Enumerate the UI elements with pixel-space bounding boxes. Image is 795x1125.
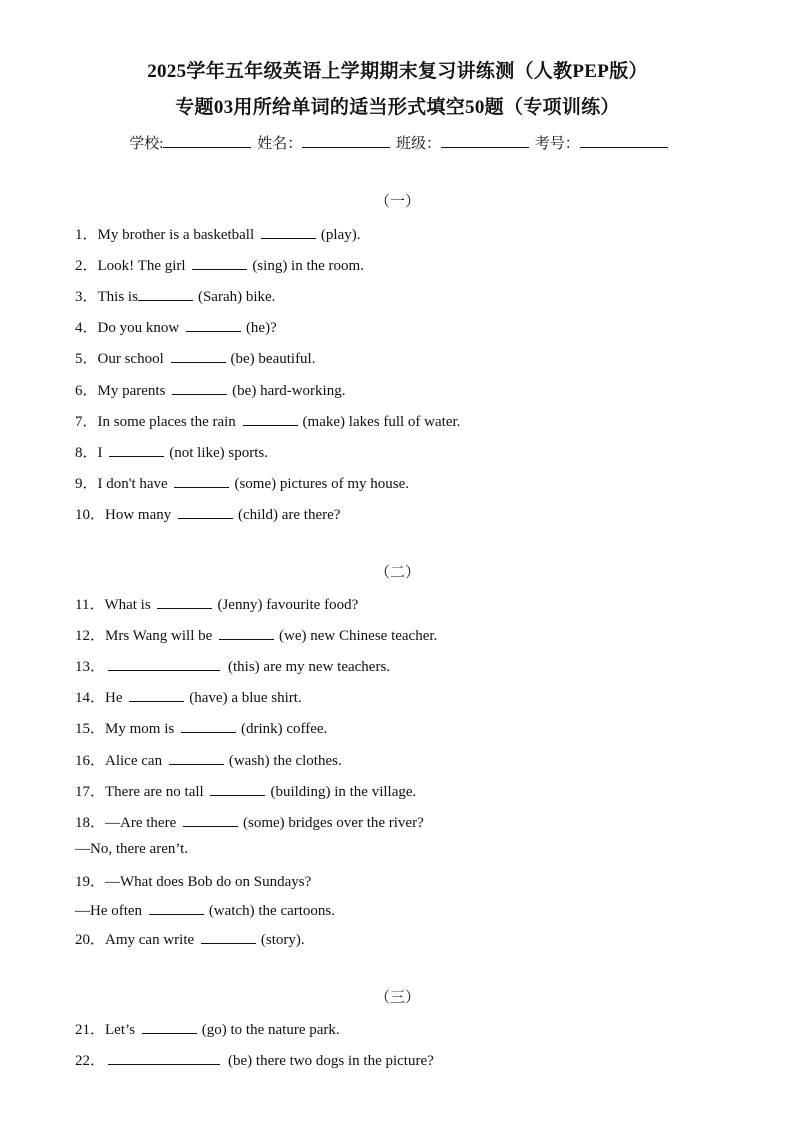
question-item: 12．Mrs Wang will be (we) new Chinese teacher. [75, 624, 437, 645]
class-blank[interactable] [441, 133, 529, 148]
question-item: 13． (this) are my new teachers. [75, 655, 390, 676]
school-blank[interactable] [163, 133, 251, 148]
section-heading-3: （三） [374, 990, 420, 1006]
question-item: 8．I (not like) sports. [75, 441, 268, 462]
document-subtitle: 专题03用所给单词的适当形式填空50题（专项训练） [175, 97, 620, 118]
answer-blank[interactable] [210, 781, 265, 796]
student-info-row [0, 132, 795, 153]
answer-blank[interactable] [261, 224, 316, 239]
answer-blank[interactable] [171, 348, 226, 363]
exam-number-label: 考号： [534, 136, 580, 152]
name-label: 姓名： [257, 136, 303, 152]
question-item: 3．This is (Sarah) bike. [75, 285, 275, 306]
section-heading-1: （一） [374, 194, 420, 210]
answer-blank[interactable] [174, 473, 229, 488]
answer-blank[interactable] [108, 1050, 220, 1065]
question-item: 6．My parents (be) hard-working. [75, 379, 345, 400]
question-answer-line: —No, there aren’t. [75, 841, 189, 857]
answer-blank[interactable] [178, 504, 233, 519]
question-item: 17．There are no tall (building) in the village. [75, 780, 416, 801]
answer-blank[interactable] [181, 718, 236, 733]
question-item: 10．How many (child) are there? [75, 503, 340, 524]
answer-blank[interactable] [109, 442, 164, 457]
question-item: 15．My mom is (drink) coffee. [75, 717, 327, 738]
answer-blank[interactable] [201, 929, 256, 944]
answer-blank[interactable] [192, 255, 247, 270]
answer-blank[interactable] [129, 687, 184, 702]
answer-blank[interactable] [219, 625, 274, 640]
question-item: 4．Do you know (he)? [75, 316, 277, 337]
answer-blank[interactable] [149, 900, 204, 915]
class-label: 班级： [395, 136, 441, 152]
question-item: 11．What is (Jenny) favourite food? [75, 593, 358, 614]
answer-blank[interactable] [169, 750, 224, 765]
answer-blank[interactable] [142, 1019, 197, 1034]
question-item: 20．Amy can write (story). [75, 928, 305, 949]
question-item: 19．—What does Bob do on Sundays? [75, 874, 312, 890]
question-item: 22． (be) there two dogs in the picture? [75, 1049, 434, 1070]
name-blank[interactable] [302, 133, 390, 148]
question-item: 5．Our school (be) beautiful. [75, 347, 315, 368]
answer-blank[interactable] [243, 411, 298, 426]
answer-blank[interactable] [172, 380, 227, 395]
section-heading-2: （二） [374, 565, 420, 581]
answer-blank[interactable] [108, 656, 220, 671]
answer-blank[interactable] [183, 812, 238, 827]
question-item: 21．Let’s (go) to the nature park. [75, 1018, 340, 1039]
answer-blank[interactable] [157, 594, 212, 609]
question-item: 14．He (have) a blue shirt. [75, 686, 302, 707]
question-item: 7．In some places the rain (make) lakes full of water. [75, 410, 460, 431]
question-item: 1．My brother is a basketball (play). [75, 223, 360, 244]
question-item: 9．I don't have (some) pictures of my house. [75, 472, 409, 493]
answer-blank[interactable] [186, 317, 241, 332]
question-item: 18．—Are there (some) bridges over the river? [75, 811, 424, 832]
document-title: 2025学年五年级英语上学期期末复习讲练测（人教PEP版） [147, 61, 648, 82]
exam-number-blank[interactable] [580, 133, 668, 148]
question-answer-line: —He often (watch) the cartoons. [75, 900, 335, 920]
question-item: 16．Alice can (wash) the clothes. [75, 749, 342, 770]
school-label: 学校: [129, 136, 164, 152]
answer-blank[interactable] [138, 286, 193, 301]
question-item: 2．Look! The girl (sing) in the room. [75, 254, 364, 275]
